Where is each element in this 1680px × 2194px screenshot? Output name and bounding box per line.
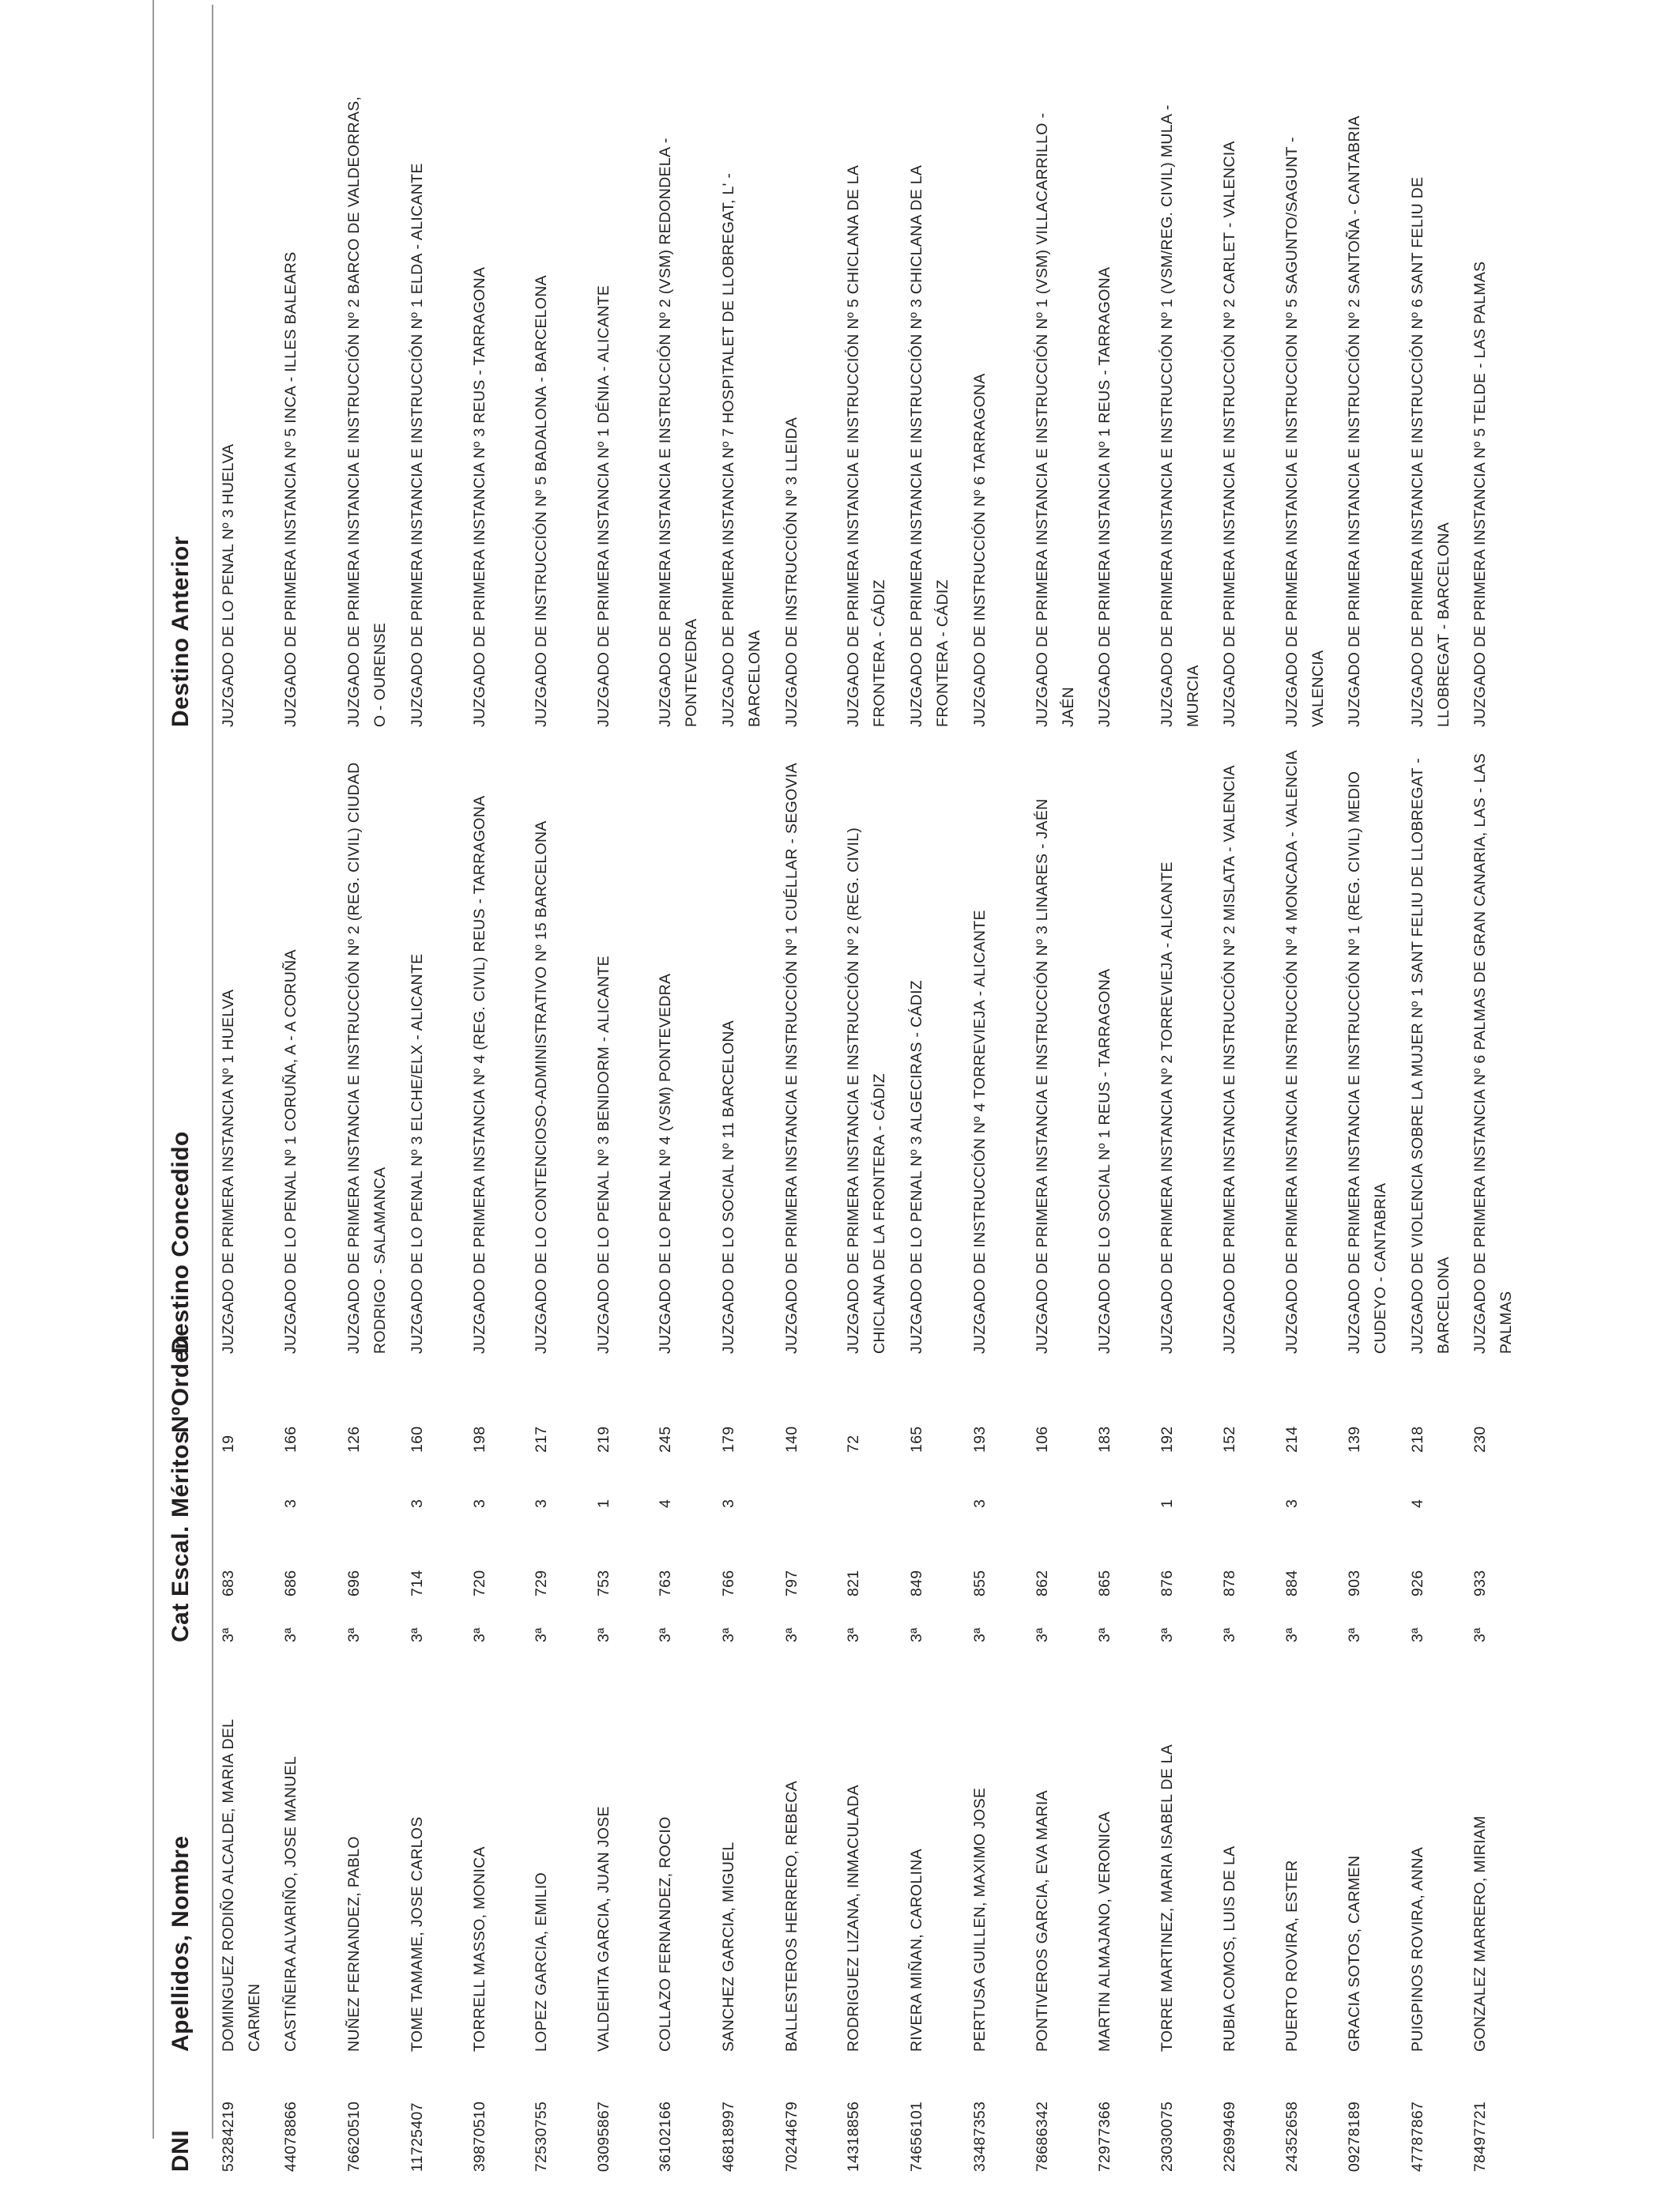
header-norden: NºOrden [168, 1334, 194, 1433]
cell-nombre: LOPEZ GARCIA, EMILIO [533, 1872, 550, 2052]
cell-cat: 3ª [533, 1627, 550, 1642]
cell-nombre: MARTIN ALMAJANO, VERONICA [1096, 1811, 1113, 2052]
cell-dni: 11725407 [409, 2102, 426, 2172]
cell-dni: 76620510 [345, 2101, 363, 2172]
cell-cat: 3ª [409, 1627, 426, 1642]
cell-escal: 876 [1158, 1570, 1176, 1596]
cell-cat: 3ª [1158, 1627, 1176, 1642]
cell-destino-anterior: JUZGADO DE PRIMERA INSTANCIA Nº 5 TELDE - LAS PALMAS [1471, 261, 1489, 727]
cell-norden: 179 [720, 1426, 737, 1453]
cell-dni: 78497721 [1471, 2101, 1489, 2172]
cell-destino-anterior: JUZGADO DE PRIMERA INSTANCIA E INSTRUCCIÓN Nº 2 BARCO DE VALDEORRAS, O - OURENSE [345, 96, 389, 727]
cell-destino-anterior: JUZGADO DE LO PENAL Nº 3 HUELVA [220, 443, 237, 727]
cell-dni: 74656101 [908, 2101, 925, 2172]
cell-meritos: 3 [971, 1498, 989, 1508]
cell-dni: 72530755 [533, 2101, 550, 2172]
cell-escal: 933 [1471, 1570, 1489, 1596]
cell-meritos: 1 [1158, 1498, 1176, 1508]
header-destino-anterior: Destino Anterior [168, 536, 194, 727]
cell-meritos: 1 [595, 1498, 612, 1508]
cell-destino-concedido: JUZGADO DE LO SOCIAL Nº 11 BARCELONA [720, 1020, 737, 1354]
cell-cat: 3ª [1034, 1627, 1051, 1642]
cell-norden: 183 [1096, 1426, 1113, 1453]
cell-destino-concedido: JUZGADO DE PRIMERA INSTANCIA Nº 1 HUELVA [220, 989, 237, 1354]
cell-dni: 03095867 [595, 2101, 612, 2172]
cell-escal: 797 [783, 1570, 800, 1596]
cell-cat: 3ª [657, 1627, 674, 1642]
cell-destino-concedido: JUZGADO DE LO PENAL Nº 4 (VSM) PONTEVEDRA [657, 973, 674, 1354]
cell-escal: 686 [282, 1570, 299, 1596]
cell-dni: 22699469 [1221, 2101, 1238, 2172]
cell-escal: 926 [1409, 1570, 1426, 1596]
cell-destino-anterior: JUZGADO DE PRIMERA INSTANCIA E INSTRUCCIÓN Nº 1 (VSM) VILLACARRILLO - JAÉN [1034, 112, 1077, 727]
header-destino-concedido: Destino Concedido [168, 1131, 194, 1354]
cell-destino-anterior: JUZGADO DE INSTRUCCIÓN Nº 3 LLEIDA [783, 417, 800, 727]
cell-destino-concedido: JUZGADO DE LO SOCIAL Nº 1 REUS - TARRAGONA [1096, 968, 1113, 1354]
cell-norden: 217 [533, 1426, 550, 1453]
cell-norden: 219 [595, 1426, 612, 1453]
cell-destino-concedido: JUZGADO DE PRIMERA INSTANCIA E INSTRUCCIÓN Nº 1 CUÉLLAR - SEGOVIA [783, 763, 800, 1354]
cell-meritos: 3 [282, 1498, 299, 1508]
cell-nombre: TOME TAMAME, JOSE CARLOS [409, 1816, 426, 2052]
cell-destino-concedido: JUZGADO DE PRIMERA INSTANCIA E INSTRUCCIÓN Nº 2 MISLATA - VALENCIA [1221, 765, 1238, 1354]
cell-destino-concedido: JUZGADO DE PRIMERA INSTANCIA Nº 6 PALMAS DE GRAN CANARIA, LAS - LAS PALMAS [1471, 752, 1515, 1354]
cell-nombre: PUIGPINOS ROVIRA, ANNA [1409, 1846, 1426, 2052]
cell-destino-anterior: JUZGADO DE PRIMERA INSTANCIA Nº 7 HOSPITALET DE LLOBREGAT, L' - BARCELONA [720, 172, 763, 727]
cell-meritos: 3 [409, 1498, 426, 1508]
cell-cat: 3ª [1471, 1627, 1489, 1642]
cell-nombre: DOMINGUEZ RODIÑO ALCALDE, MARIA DEL CARMEN [220, 1719, 263, 2052]
cell-destino-anterior: JUZGADO DE PRIMERA INSTANCIA Nº 1 REUS - TARRAGONA [1096, 266, 1113, 727]
cell-norden: 72 [845, 1434, 862, 1453]
cell-dni: 33487353 [971, 2101, 989, 2172]
cell-destino-anterior: JUZGADO DE PRIMERA INSTANCIA E INSTRUCCIÓN Nº 2 SANTOÑA - CANTABRIA [1346, 115, 1363, 727]
table-top-border [153, 0, 154, 2139]
cell-nombre: CASTIÑEIRA ALVARIÑO, JOSE MANUEL [282, 1755, 299, 2052]
cell-escal: 683 [220, 1570, 237, 1596]
cell-norden: 139 [1346, 1426, 1363, 1453]
cell-cat: 3ª [1221, 1627, 1238, 1642]
cell-destino-anterior: JUZGADO DE PRIMERA INSTANCIA E INSTRUCCIÓN Nº 2 CARLET - VALENCIA [1221, 141, 1238, 727]
cell-dni: 36102166 [657, 2101, 674, 2172]
cell-nombre: GRACIA SOTOS, CARMEN [1346, 1855, 1363, 2052]
cell-norden: 19 [220, 1434, 237, 1453]
cell-cat: 3ª [845, 1627, 862, 1642]
cell-meritos: 3 [1283, 1498, 1301, 1508]
header-meritos: Méritos [168, 1430, 194, 1517]
cell-escal: 763 [657, 1570, 674, 1596]
cell-norden: 166 [282, 1426, 299, 1453]
cell-norden: 160 [409, 1426, 426, 1453]
cell-nombre: RUBIA COMOS, LUIS DE LA [1221, 1845, 1238, 2052]
cell-destino-anterior: JUZGADO DE INSTRUCCIÓN Nº 6 TARRAGONA [971, 373, 989, 727]
cell-destino-concedido: JUZGADO DE PRIMERA INSTANCIA E INSTRUCCIÓN Nº 1 (REG. CIVIL) MEDIO CUDEYO - CANTABRIA [1346, 771, 1389, 1354]
header-dni: DNI [168, 2129, 194, 2172]
cell-cat: 3ª [1283, 1627, 1301, 1642]
header-cat: Cat [168, 1603, 194, 1642]
cell-escal: 849 [908, 1570, 925, 1596]
cell-destino-anterior: JUZGADO DE PRIMERA INSTANCIA Nº 5 INCA - ILLES BALEARS [282, 251, 299, 727]
cell-cat: 3ª [345, 1627, 363, 1642]
cell-escal: 865 [1096, 1570, 1113, 1596]
cell-destino-concedido: JUZGADO DE PRIMERA INSTANCIA Nº 2 TORREVIEJA - ALICANTE [1158, 861, 1176, 1354]
cell-norden: 230 [1471, 1426, 1489, 1453]
cell-norden: 214 [1283, 1426, 1301, 1453]
cell-cat: 3ª [595, 1627, 612, 1642]
cell-escal: 878 [1221, 1570, 1238, 1596]
cell-meritos: 4 [657, 1498, 674, 1508]
cell-nombre: SANCHEZ GARCIA, MIGUEL [720, 1842, 737, 2052]
cell-meritos: 4 [1409, 1498, 1426, 1508]
cell-norden: 126 [345, 1426, 363, 1453]
cell-dni: 23030075 [1158, 2101, 1176, 2172]
cell-cat: 3ª [971, 1627, 989, 1642]
cell-escal: 821 [845, 1570, 862, 1596]
cell-destino-concedido: JUZGADO DE PRIMERA INSTANCIA E INSTRUCCIÓN Nº 2 (REG. CIVIL) CIUDAD RODRIGO - SALAMANCA [345, 762, 389, 1354]
cell-nombre: PUERTO ROVIRA, ESTER [1283, 1860, 1301, 2052]
cell-destino-concedido: JUZGADO DE INSTRUCCIÓN Nº 4 TORREVIEJA - ALICANTE [971, 910, 989, 1354]
cell-nombre: PERTUSA GUILLEN, MAXIMO JOSE [971, 1787, 989, 2052]
cell-destino-concedido: JUZGADO DE PRIMERA INSTANCIA E INSTRUCCIÓN Nº 2 (REG. CIVIL) CHICLANA DE LA FRONTERA - CÁDIZ [845, 827, 888, 1354]
cell-nombre: GONZALEZ MARRERO, MIRIAM [1471, 1815, 1489, 2052]
cell-cat: 3ª [282, 1627, 299, 1642]
cell-cat: 3ª [1346, 1627, 1363, 1642]
cell-destino-anterior: JUZGADO DE PRIMERA INSTANCIA E INSTRUCCIÓN Nº 2 (VSM) REDONDELA - PONTEVEDRA [657, 138, 700, 727]
cell-escal: 766 [720, 1570, 737, 1596]
cell-destino-concedido: JUZGADO DE LO PENAL Nº 3 ALGECIRAS - CÁDIZ [908, 979, 925, 1354]
cell-cat: 3ª [220, 1627, 237, 1642]
cell-destino-concedido: JUZGADO DE LO CONTENCIOSO-ADMINISTRATIVO Nº 15 BARCELONA [533, 820, 550, 1354]
cell-dni: 14318856 [845, 2101, 862, 2172]
cell-nombre: BALLESTEROS HERRERO, REBECA [783, 1781, 800, 2052]
cell-cat: 3ª [471, 1627, 488, 1642]
cell-norden: 140 [783, 1426, 800, 1453]
cell-dni: 24352658 [1283, 2101, 1301, 2172]
cell-destino-concedido: JUZGADO DE LO PENAL Nº 3 ELCHE/ELX - ALICANTE [409, 953, 426, 1354]
cell-destino-concedido: JUZGADO DE VIOLENCIA SOBRE LA MUJER Nº 1 SANT FELIU DE LLOBREGAT - BARCELONA [1409, 757, 1452, 1354]
cell-meritos: 3 [720, 1498, 737, 1508]
cell-destino-anterior: JUZGADO DE PRIMERA INSTANCIA E INSTRUCCIÓN Nº 6 SANT FELIU DE LLOBREGAT - BARCELONA [1409, 176, 1452, 727]
cell-dni: 39870510 [471, 2101, 488, 2172]
cell-nombre: TORRE MARTINEZ, MARIA ISABEL DE LA [1158, 1744, 1176, 2052]
cell-dni: 46818997 [720, 2101, 737, 2172]
cell-nombre: VALDEHITA GARCIA, JUAN JOSE [595, 1806, 612, 2052]
cell-norden: 106 [1034, 1426, 1051, 1453]
cell-escal: 753 [595, 1570, 612, 1596]
cell-escal: 862 [1034, 1570, 1051, 1596]
cell-escal: 855 [971, 1570, 989, 1596]
header-escal: Escal. [168, 1525, 194, 1596]
cell-destino-anterior: JUZGADO DE PRIMERA INSTANCIA Nº 3 REUS - TARRAGONA [471, 266, 488, 727]
cell-escal: 729 [533, 1570, 550, 1596]
cell-destino-anterior: JUZGADO DE PRIMERA INSTANCIA E INSTRUCCIÓN Nº 1 ELDA - ALICANTE [409, 163, 426, 727]
cell-meritos: 3 [471, 1498, 488, 1508]
cell-norden: 165 [908, 1426, 925, 1453]
cell-escal: 720 [471, 1570, 488, 1596]
cell-nombre: PONTIVEROS GARCIA, EVA MARIA [1034, 1790, 1051, 2052]
cell-meritos: 3 [533, 1498, 550, 1508]
cell-nombre: TORRELL MASSO, MONICA [471, 1846, 488, 2052]
cell-nombre: NUÑEZ FERNANDEZ, PABLO [345, 1836, 363, 2052]
cell-nombre: RIVERA MIÑAN, CAROLINA [908, 1849, 925, 2052]
cell-cat: 3ª [1409, 1627, 1426, 1642]
cell-destino-anterior: JUZGADO DE INSTRUCCIÓN Nº 5 BADALONA - BARCELONA [533, 275, 550, 727]
cell-cat: 3ª [908, 1627, 925, 1642]
cell-destino-concedido: JUZGADO DE LO PENAL Nº 3 BENIDORM - ALICANTE [595, 956, 612, 1354]
cell-cat: 3ª [783, 1627, 800, 1642]
cell-dni: 09278189 [1346, 2101, 1363, 2172]
cell-cat: 3ª [1096, 1627, 1113, 1642]
cell-destino-anterior: JUZGADO DE PRIMERA INSTANCIA Nº 1 DÉNIA - ALICANTE [595, 285, 612, 727]
cell-dni: 72977366 [1096, 2101, 1113, 2172]
cell-norden: 218 [1409, 1426, 1426, 1453]
cell-destino-anterior: JUZGADO DE PRIMERA INSTANCIA E INSTRUCCIÓN Nº 1 (VSM/REG. CIVIL) MULA - MURCIA [1158, 104, 1202, 727]
cell-destino-concedido: JUZGADO DE PRIMERA INSTANCIA Nº 4 (REG. CIVIL) REUS - TARRAGONA [471, 795, 488, 1354]
header-divider [212, 5, 213, 2139]
cell-dni: 47787867 [1409, 2101, 1426, 2172]
cell-destino-anterior: JUZGADO DE PRIMERA INSTANCIA E INSTRUCCION Nº 5 SAGUNTO/SAGUNT - VALENCIA [1283, 137, 1327, 727]
cell-norden: 245 [657, 1426, 674, 1453]
cell-escal: 696 [345, 1570, 363, 1596]
header-nombre: Apellidos, Nombre [168, 1835, 194, 2052]
cell-norden: 193 [971, 1426, 989, 1453]
cell-destino-concedido: JUZGADO DE PRIMERA INSTANCIA E INSTRUCCIÓN Nº 3 LINARES - JAÉN [1034, 798, 1051, 1354]
cell-destino-anterior: JUZGADO DE PRIMERA INSTANCIA E INSTRUCCIÓN Nº 3 CHICLANA DE LA FRONTERA - CÁDIZ [908, 165, 951, 727]
cell-norden: 198 [471, 1426, 488, 1453]
cell-norden: 192 [1158, 1426, 1176, 1453]
cell-dni: 70244679 [783, 2101, 800, 2172]
cell-escal: 884 [1283, 1570, 1301, 1596]
cell-escal: 714 [409, 1570, 426, 1596]
cell-nombre: COLLAZO FERNANDEZ, ROCIO [657, 1816, 674, 2052]
cell-destino-concedido: JUZGADO DE PRIMERA INSTANCIA E INSTRUCCIÓN Nº 4 MONCADA - VALENCIA [1283, 749, 1301, 1354]
cell-destino-concedido: JUZGADO DE LO PENAL Nº 1 CORUÑA, A - A CORUÑA [282, 949, 299, 1354]
cell-escal: 903 [1346, 1570, 1363, 1596]
cell-norden: 152 [1221, 1426, 1238, 1453]
cell-dni: 53284219 [220, 2101, 237, 2172]
cell-destino-anterior: JUZGADO DE PRIMERA INSTANCIA E INSTRUCCIÓN Nº 5 CHICLANA DE LA FRONTERA - CÁDIZ [845, 165, 888, 727]
cell-cat: 3ª [720, 1627, 737, 1642]
cell-dni: 78686342 [1034, 2101, 1051, 2172]
cell-nombre: RODRIGUEZ LIZANA, INMACULADA [845, 1785, 862, 2052]
cell-dni: 44078866 [282, 2101, 299, 2172]
